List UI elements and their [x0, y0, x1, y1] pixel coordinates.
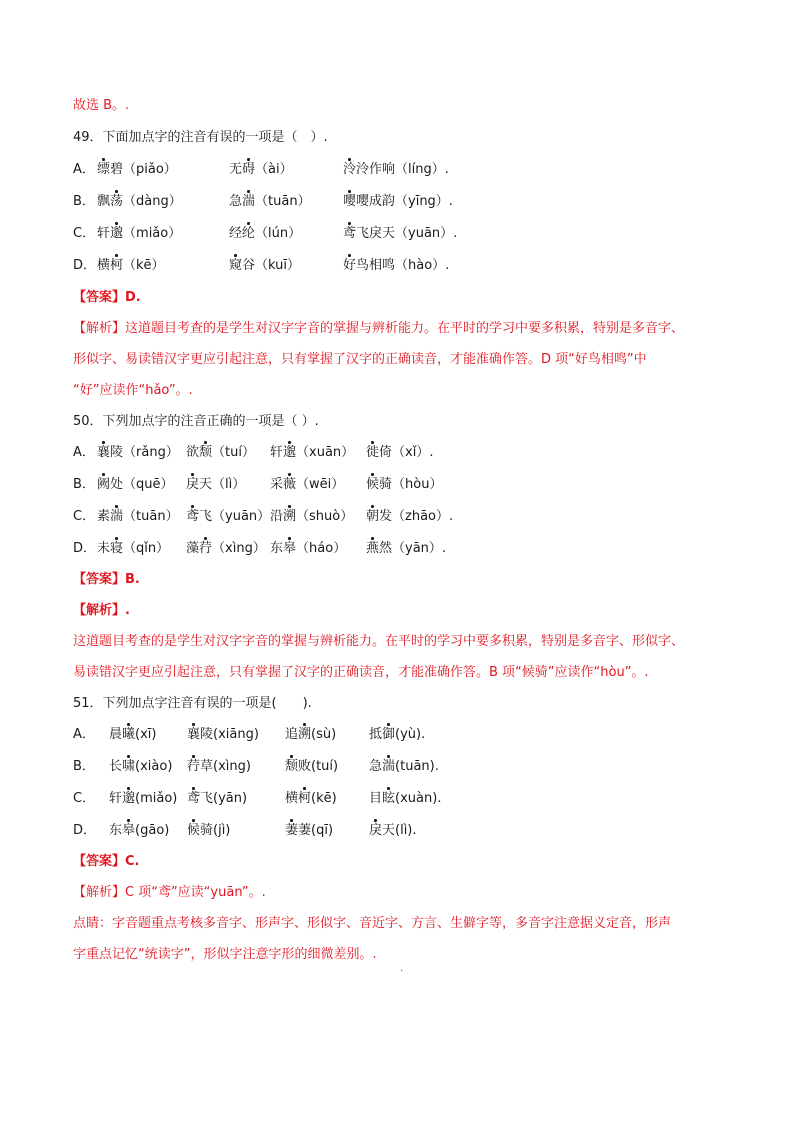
option-term: 晨曦(xī) [109, 725, 156, 745]
option-label: D． [73, 541, 97, 556]
dotted-character: 徙 [366, 443, 379, 463]
option-term: 追溯(sù) [285, 725, 336, 745]
q50-answer: 【答案】B. [73, 572, 140, 587]
option-term: 采薇（wēi） [270, 475, 344, 495]
option-term: 鸢飞戾天（yuān）. [343, 224, 457, 244]
option-label: C． [73, 791, 96, 806]
option-label: B． [73, 477, 95, 492]
q49-option-b [73, 192, 733, 212]
dotted-character: 襄 [187, 725, 200, 745]
q51-stem: 51．下列加点字注音有误的一项是( ). [73, 696, 312, 711]
option-term: 素湍（tuān） [97, 507, 179, 527]
dotted-character: 戾 [369, 821, 382, 841]
option-term: 轩邈（miǎo） [97, 224, 181, 244]
dotted-character: 戾 [186, 475, 199, 495]
option-term: 萋萋(qī) [285, 821, 333, 841]
option-label: B． [73, 194, 95, 209]
dotted-character: 柯 [110, 256, 123, 276]
option-term: 窥谷（kuī） [229, 256, 300, 276]
dotted-character: 朝 [366, 507, 379, 527]
option-label: A． [73, 162, 95, 177]
option-term: 颓败(tuí) [285, 757, 338, 777]
option-label: A． [73, 727, 95, 742]
dotted-character: 嘤 [343, 192, 356, 212]
option-term: 戾天(lì). [369, 821, 417, 841]
option-term: 飘荡（dàng） [97, 192, 182, 212]
q49-stem: 49．下面加点字的注音有误的一项是（ ）. [73, 130, 328, 145]
dotted-character: 纶 [242, 224, 255, 244]
dotted-character: 颓 [285, 757, 298, 777]
dotted-character: 鸢 [187, 789, 200, 809]
q50-analysis-line-2: 易读错汉字更应引起注意，只有掌握了汉字的正确读音，才能准确作答。B 项“候骑”应读作“hòu”。. [73, 665, 649, 680]
dotted-character: 邈 [122, 789, 135, 809]
option-term: 横柯(kē) [285, 789, 337, 809]
q49-option-c [73, 224, 733, 244]
q50-option-d [73, 539, 733, 559]
dotted-character: 阙 [97, 475, 110, 495]
q51-analysis: 【解析】C 项“鸢”应读“yuān”。. [73, 885, 266, 900]
option-term: 襄陵(xiāng) [187, 725, 259, 745]
option-term: 襄陵（rǎng） [97, 443, 179, 463]
option-term: 东皋（háo） [270, 539, 346, 559]
q49-option-a [73, 160, 733, 180]
option-term: 急湍（tuān） [229, 192, 311, 212]
q49-analysis-line-2: 形似字、易读错汉字更应引起注意，只有掌握了汉字的正确读音，才能准确作答。D 项“好鸟相鸣”中 [73, 352, 647, 367]
option-label: D． [73, 823, 97, 838]
dotted-character: 窥 [229, 256, 242, 276]
option-term: 横柯（kē） [97, 256, 165, 276]
q51-answer: 【答案】C. [73, 854, 140, 869]
dotted-character: 邈 [110, 224, 123, 244]
option-label: B． [73, 759, 95, 774]
dotted-character: 寝 [110, 539, 123, 559]
option-term: 藻荇（xìng） [186, 539, 266, 559]
dotted-character: 襄 [97, 443, 110, 463]
q49-option-d [73, 256, 733, 276]
q50-analysis-heading: 【解析】. [73, 603, 130, 618]
dotted-character: 曦 [122, 725, 135, 745]
dotted-character: 溯 [298, 725, 311, 745]
page-marker-dot: · [400, 966, 404, 977]
option-term: 泠泠作响（líng）. [343, 160, 449, 180]
dotted-character: 鸢 [343, 224, 356, 244]
option-term: 嘤嘤成韵（yīng）. [343, 192, 453, 212]
option-term: 朝发（zhāo）. [366, 507, 453, 527]
option-term: 戾天（lì） [186, 475, 245, 495]
dotted-character: 御 [382, 725, 395, 745]
q48-conclusion: 故选 B。. [73, 98, 130, 113]
dotted-character: 泠 [343, 160, 356, 180]
option-term: 轩邈（xuān） [270, 443, 354, 463]
q49-analysis-line-1: 【解析】这道题目考查的是学生对汉字字音的掌握与辨析能力。在平时的学习中要多积累，特别是多音字、 [73, 321, 685, 336]
dotted-character: 荡 [110, 192, 123, 212]
dotted-character: 啸 [122, 757, 135, 777]
dotted-character: 好 [343, 256, 356, 276]
q51-tip-line-1: 点睛：字音题重点考核多音字、形声字、形似字、音近字、方言、生僻字等，多音字注意据义定音，形声 [73, 916, 672, 931]
q50-option-a [73, 443, 733, 463]
q51-option-d [73, 821, 733, 841]
q50-option-b [73, 475, 733, 495]
option-term: 候骑（hòu） [366, 475, 442, 495]
dotted-character: 萋 [285, 821, 298, 841]
q49-analysis-line-3: “好”应读作“hǎo”。. [73, 383, 193, 398]
option-term: 缥碧（piǎo） [97, 160, 177, 180]
option-term: 鸢飞(yān) [187, 789, 247, 809]
dotted-character: 湍 [110, 507, 123, 527]
option-term: 燕然（yān）. [366, 539, 446, 559]
option-label: C． [73, 226, 96, 241]
dotted-character: 候 [187, 821, 200, 841]
option-label: D． [73, 258, 97, 273]
option-label: A． [73, 445, 95, 460]
option-term: 东皋(gāo) [109, 821, 169, 841]
q51-option-b [73, 757, 733, 777]
q49-answer: 【答案】D. [73, 290, 141, 305]
option-term: 荇草(xìng) [187, 757, 251, 777]
option-term: 阙处（quē） [97, 475, 174, 495]
option-term: 未寝（qǐn） [97, 539, 169, 559]
dotted-character: 眩 [382, 789, 395, 809]
option-term: 无碍（ài） [229, 160, 293, 180]
dotted-character: 燕 [366, 539, 379, 559]
option-term: 好鸟相鸣（hào）. [343, 256, 449, 276]
option-term: 鸢飞（yuān） [186, 507, 270, 527]
dotted-character: 湍 [382, 757, 395, 777]
dotted-character: 薇 [283, 475, 296, 495]
option-term: 候骑(jì) [187, 821, 230, 841]
dotted-character: 湍 [242, 192, 255, 212]
dotted-character: 缥 [97, 160, 110, 180]
dotted-character: 碍 [242, 160, 255, 180]
dotted-character: 邈 [283, 443, 296, 463]
q50-option-c [73, 507, 733, 527]
dotted-character: 溯 [283, 507, 296, 527]
option-term: 沿溯（shuò） [270, 507, 353, 527]
q50-stem: 50．下列加点字的注音正确的一项是（ ）. [73, 414, 319, 429]
option-term: 欲颓（tuí） [186, 443, 255, 463]
dotted-character: 荇 [199, 539, 212, 559]
dotted-character: 皋 [283, 539, 296, 559]
q50-analysis-line-1: 这道题目考查的是学生对汉字字音的掌握与辨析能力。在平时的学习中要多积累，特别是多音字、形似字、 [73, 634, 685, 649]
option-term: 抵御(yù). [369, 725, 425, 745]
option-term: 急湍(tuān). [369, 757, 439, 777]
option-term: 轩邈(miǎo) [109, 789, 177, 809]
dotted-character: 荇 [187, 757, 200, 777]
q51-tip-line-2: 字重点记忆“统读字”，形似字注意字形的细微差别。. [73, 947, 377, 962]
dotted-character: 鸢 [186, 507, 199, 527]
option-term: 目眩(xuàn). [369, 789, 441, 809]
dotted-character: 颓 [199, 443, 212, 463]
dotted-character: 柯 [298, 789, 311, 809]
option-term: 经纶（lún） [229, 224, 301, 244]
option-term: 长啸(xiào) [109, 757, 172, 777]
q51-option-a [73, 725, 733, 745]
dotted-character: 皋 [122, 821, 135, 841]
option-label: C． [73, 509, 96, 524]
option-term: 徙倚（xǐ）. [366, 443, 433, 463]
q51-option-c [73, 789, 733, 809]
dotted-character: 候 [366, 475, 379, 495]
